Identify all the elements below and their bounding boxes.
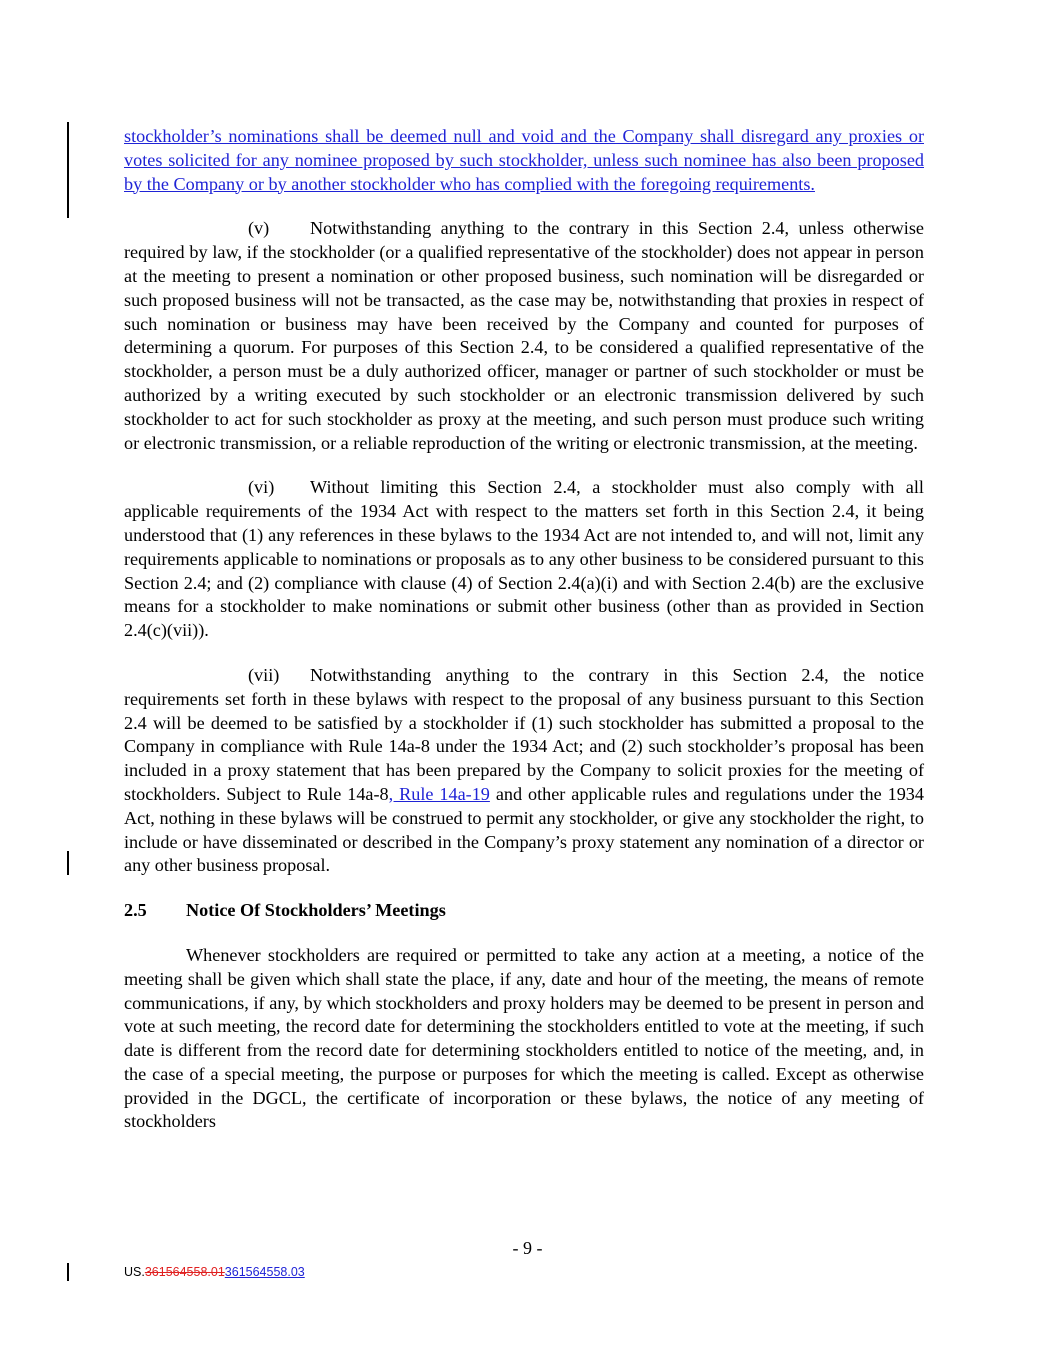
paragraph-vi-text: Without limiting this Section 2.4, a stockholder must also comply with all applicable requirements of the 1934 Act with respect to the matters set forth in this Section 2.4, it being understood that (1) any references in these bylaws to the 1934 Act are not intended to, and will not, limit any requirements applicable to nominations or proposals as to any other business to be considered pursuant to this Section 2.4; and (2) compliance with clause (4) of Section 2.4(a)(i) and with Section 2.4(b) are the exclusive means for a stockholder to make nominations or submit other business (other than as provided in Section 2.4(c)(vii)). — [124, 477, 924, 641]
document-page — [124, 125, 924, 1134]
document-id-prefix: US. — [124, 1265, 145, 1279]
paragraph-vii-inserted-text: , Rule 14a-19 — [388, 783, 490, 804]
document-id-inserted: 361564558.03 — [224, 1265, 305, 1279]
paragraph-vii-text-after: and other applicable rules and regulations under the 1934 Act, nothing in these bylaws will be construed to permit any stockholder, or give any stockholder the right, to include or have disseminated or described in the Company’s proxy statement any nomination of a director or any other business proposal. — [124, 783, 924, 876]
change-bar-rule-14a19 — [67, 851, 69, 875]
change-bar-footer — [67, 1263, 69, 1281]
paragraph-vi-label: (vi) — [248, 477, 275, 498]
paragraph-v — [124, 217, 924, 455]
inserted-text: stockholder’s nominations shall be deemed null and void and the Company shall disregard any proxies or votes solicited for any nominee proposed by such stockholder, unless such nominee has also been proposed by the Company or by another stockholder who has complied with the foregoing requirements. — [124, 126, 924, 194]
section-2-5-number: 2.5 — [124, 900, 147, 921]
paragraph-v-text: Notwithstanding anything to the contrary in this Section 2.4, unless otherwise required by law, if the stockholder (or a qualified representative of the stockholder) does not appear in person at the meeting to present a nomination or other proposed business, such nomination will be disregarded or such proposed business will not be transacted, as the case may be, notwithstanding that proxies in respect of such nomination or business may have been received by the Company and counted for purposes of determining a quorum. For purposes of this Section 2.4, to be considered a qualified representative of the stockholder, a person must be a duly authorized officer, manager or partner of such stockholder or must be authorized by a writing executed by such stockholder or an electronic transmission delivered by such stockholder to act for such stockholder as proxy at the meeting, and such person must produce such writing or electronic transmission, or a reliable reproduction of the writing or electronic transmission, at the meeting. — [124, 218, 924, 453]
page-number: - 9 - — [512, 1238, 543, 1258]
paragraph-vii — [124, 664, 924, 878]
section-2-5-body: Whenever stockholders are required or permitted to take any action at a meeting, a notice of the meeting shall be given which shall state the place, if any, date and hour of the meeting, the means of remote communications, if any, by which stockholders and proxy holders may be deemed to be present in person and vote at such meeting, the record date for determining the stockholders entitled to vote at the meeting, if such date is different from the record date for determining stockholders entitled to notice of the meeting, and, in the case of a special meeting, the purpose or purposes for which the meeting is called. Except as otherwise provided in the DGCL, the certificate of incorporation or these bylaws, the notice of any meeting of stockholders — [124, 944, 924, 1132]
change-bar-top — [67, 122, 69, 218]
inserted-paragraph-continuation — [124, 125, 924, 196]
paragraph-vii-label: (vii) — [248, 664, 280, 685]
section-2-5-heading — [124, 899, 924, 923]
document-id-deleted: 361564558.01 — [144, 1265, 225, 1279]
paragraph-v-label: (v) — [248, 218, 270, 239]
paragraph-vii-text-before: Notwithstanding anything to the contrary in this Section 2.4, the notice requirements set forth in these bylaws with respect to the proposal of any business pursuant to this Section 2.4 will be deemed to be satisfied by a stockholder if (1) such stockholder has submitted a proposal to the Company in compliance with Rule 14a-8 under the 1934 Act; and (2) such stockholder’s proposal has been included in a proxy statement that has been prepared by the Company to solicit proxies for the meeting of stockholders. Subject to Rule 14a-8 — [124, 664, 924, 804]
paragraph-vi — [124, 476, 924, 643]
section-2-5-title: Notice Of Stockholders’ Meetings — [186, 900, 446, 921]
document-id — [124, 1265, 305, 1279]
